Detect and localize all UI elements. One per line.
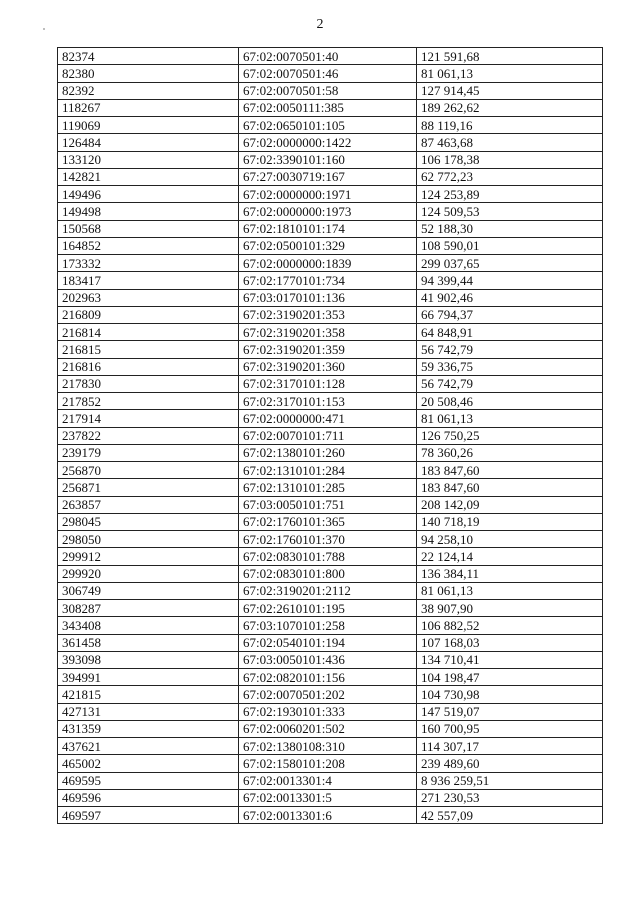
cell-cadastral-number: 67:02:3170101:128 bbox=[239, 375, 417, 392]
table-row bbox=[58, 375, 603, 392]
cell-cadastral-number: 67:02:3190201:359 bbox=[239, 341, 417, 358]
cell-id: 469595 bbox=[58, 772, 239, 789]
cell-amount: 114 307,17 bbox=[417, 738, 603, 755]
table-row bbox=[58, 117, 603, 134]
cell-amount: 81 061,13 bbox=[417, 582, 603, 599]
table-row bbox=[58, 82, 603, 99]
cell-cadastral-number: 67:02:0070501:46 bbox=[239, 65, 417, 82]
cell-id: 361458 bbox=[58, 634, 239, 651]
cell-amount: 134 710,41 bbox=[417, 651, 603, 668]
cell-amount: 42 557,09 bbox=[417, 807, 603, 824]
cell-amount: 136 384,11 bbox=[417, 565, 603, 582]
table-row bbox=[58, 220, 603, 237]
table-row bbox=[58, 272, 603, 289]
cell-amount: 121 591,68 bbox=[417, 48, 603, 65]
cell-id: 469596 bbox=[58, 789, 239, 806]
cell-cadastral-number: 67:02:0820101:156 bbox=[239, 669, 417, 686]
cell-id: 299912 bbox=[58, 548, 239, 565]
table-row bbox=[58, 186, 603, 203]
cell-amount: 66 794,37 bbox=[417, 306, 603, 323]
cell-amount: 104 198,47 bbox=[417, 669, 603, 686]
cell-amount: 94 399,44 bbox=[417, 272, 603, 289]
cell-id: 217914 bbox=[58, 410, 239, 427]
table-row bbox=[58, 151, 603, 168]
cell-amount: 81 061,13 bbox=[417, 410, 603, 427]
table-row bbox=[58, 634, 603, 651]
cell-amount: 239 489,60 bbox=[417, 755, 603, 772]
cell-id: 421815 bbox=[58, 686, 239, 703]
table-row bbox=[58, 48, 603, 65]
cell-cadastral-number: 67:02:0500101:329 bbox=[239, 237, 417, 254]
cell-cadastral-number: 67:02:0830101:788 bbox=[239, 548, 417, 565]
table-row bbox=[58, 565, 603, 582]
cell-amount: 78 360,26 bbox=[417, 444, 603, 461]
cell-id: 263857 bbox=[58, 496, 239, 513]
table-row bbox=[58, 479, 603, 496]
cell-id: 437621 bbox=[58, 738, 239, 755]
cell-cadastral-number: 67:02:3190201:360 bbox=[239, 358, 417, 375]
cell-cadastral-number: 67:03:1070101:258 bbox=[239, 617, 417, 634]
cell-id: 298050 bbox=[58, 531, 239, 548]
cell-id: 427131 bbox=[58, 703, 239, 720]
cell-id: 465002 bbox=[58, 755, 239, 772]
cell-id: 469597 bbox=[58, 807, 239, 824]
cell-amount: 299 037,65 bbox=[417, 255, 603, 272]
cell-id: 217852 bbox=[58, 393, 239, 410]
cell-id: 256871 bbox=[58, 479, 239, 496]
data-table bbox=[57, 47, 603, 824]
cell-id: 82374 bbox=[58, 48, 239, 65]
cell-amount: 124 253,89 bbox=[417, 186, 603, 203]
cell-cadastral-number: 67:02:2610101:195 bbox=[239, 600, 417, 617]
cell-amount: 124 509,53 bbox=[417, 203, 603, 220]
cell-id: 306749 bbox=[58, 582, 239, 599]
cell-cadastral-number: 67:02:1760101:370 bbox=[239, 531, 417, 548]
cell-id: 216815 bbox=[58, 341, 239, 358]
cell-amount: 56 742,79 bbox=[417, 341, 603, 358]
cell-amount: 8 936 259,51 bbox=[417, 772, 603, 789]
cell-id: 216814 bbox=[58, 324, 239, 341]
cell-amount: 126 750,25 bbox=[417, 427, 603, 444]
cell-cadastral-number: 67:02:1310101:284 bbox=[239, 462, 417, 479]
cell-amount: 22 124,14 bbox=[417, 548, 603, 565]
cell-cadastral-number: 67:02:1770101:734 bbox=[239, 272, 417, 289]
cell-id: 142821 bbox=[58, 168, 239, 185]
cell-amount: 271 230,53 bbox=[417, 789, 603, 806]
table-row bbox=[58, 807, 603, 824]
cell-cadastral-number: 67:03:0050101:751 bbox=[239, 496, 417, 513]
cell-cadastral-number: 67:02:3190201:2112 bbox=[239, 582, 417, 599]
cell-id: 183417 bbox=[58, 272, 239, 289]
cell-cadastral-number: 67:02:0830101:800 bbox=[239, 565, 417, 582]
cell-cadastral-number: 67:02:0060201:502 bbox=[239, 720, 417, 737]
table-row bbox=[58, 548, 603, 565]
cell-cadastral-number: 67:02:0000000:1971 bbox=[239, 186, 417, 203]
cell-cadastral-number: 67:02:0000000:471 bbox=[239, 410, 417, 427]
cell-cadastral-number: 67:02:1580101:208 bbox=[239, 755, 417, 772]
table-row bbox=[58, 289, 603, 306]
table-row bbox=[58, 531, 603, 548]
table-row bbox=[58, 341, 603, 358]
cell-id: 343408 bbox=[58, 617, 239, 634]
cell-cadastral-number: 67:02:1760101:365 bbox=[239, 513, 417, 530]
cell-cadastral-number: 67:02:0070101:711 bbox=[239, 427, 417, 444]
cell-amount: 56 742,79 bbox=[417, 375, 603, 392]
cell-id: 150568 bbox=[58, 220, 239, 237]
cell-id: 216809 bbox=[58, 306, 239, 323]
cell-cadastral-number: 67:02:0050111:385 bbox=[239, 99, 417, 116]
cell-id: 202963 bbox=[58, 289, 239, 306]
table-row bbox=[58, 772, 603, 789]
table-row bbox=[58, 496, 603, 513]
cell-id: 126484 bbox=[58, 134, 239, 151]
table-row bbox=[58, 651, 603, 668]
table-row bbox=[58, 427, 603, 444]
cell-amount: 140 718,19 bbox=[417, 513, 603, 530]
table-row bbox=[58, 410, 603, 427]
cell-amount: 64 848,91 bbox=[417, 324, 603, 341]
table-row bbox=[58, 444, 603, 461]
cell-cadastral-number: 67:02:0070501:58 bbox=[239, 82, 417, 99]
cell-cadastral-number: 67:02:3190201:358 bbox=[239, 324, 417, 341]
cell-amount: 208 142,09 bbox=[417, 496, 603, 513]
table-row bbox=[58, 582, 603, 599]
cell-cadastral-number: 67:02:0013301:5 bbox=[239, 789, 417, 806]
table-row bbox=[58, 513, 603, 530]
cell-id: 256870 bbox=[58, 462, 239, 479]
cell-cadastral-number: 67:02:1380108:310 bbox=[239, 738, 417, 755]
cell-amount: 104 730,98 bbox=[417, 686, 603, 703]
cell-cadastral-number: 67:02:0013301:6 bbox=[239, 807, 417, 824]
cell-cadastral-number: 67:03:0170101:136 bbox=[239, 289, 417, 306]
cell-id: 308287 bbox=[58, 600, 239, 617]
cell-amount: 183 847,60 bbox=[417, 462, 603, 479]
table-row bbox=[58, 134, 603, 151]
cell-id: 82380 bbox=[58, 65, 239, 82]
table-row bbox=[58, 720, 603, 737]
table-row bbox=[58, 462, 603, 479]
table-row bbox=[58, 393, 603, 410]
table-body bbox=[58, 48, 603, 824]
cell-cadastral-number: 67:02:0000000:1422 bbox=[239, 134, 417, 151]
cell-cadastral-number: 67:02:0000000:1973 bbox=[239, 203, 417, 220]
table-row bbox=[58, 203, 603, 220]
cell-id: 298045 bbox=[58, 513, 239, 530]
table-row bbox=[58, 324, 603, 341]
table-row bbox=[58, 306, 603, 323]
cell-id: 164852 bbox=[58, 237, 239, 254]
cell-amount: 52 188,30 bbox=[417, 220, 603, 237]
table-row bbox=[58, 738, 603, 755]
scan-artifact-dot bbox=[43, 28, 45, 30]
table-row bbox=[58, 789, 603, 806]
cell-cadastral-number: 67:02:3170101:153 bbox=[239, 393, 417, 410]
cell-amount: 81 061,13 bbox=[417, 65, 603, 82]
cell-amount: 87 463,68 bbox=[417, 134, 603, 151]
cell-amount: 62 772,23 bbox=[417, 168, 603, 185]
table-row bbox=[58, 755, 603, 772]
table-row bbox=[58, 617, 603, 634]
table-row bbox=[58, 669, 603, 686]
cell-cadastral-number: 67:02:3190201:353 bbox=[239, 306, 417, 323]
cell-amount: 41 902,46 bbox=[417, 289, 603, 306]
cell-amount: 147 519,07 bbox=[417, 703, 603, 720]
cell-cadastral-number: 67:27:0030719:167 bbox=[239, 168, 417, 185]
cell-id: 216816 bbox=[58, 358, 239, 375]
cell-id: 149496 bbox=[58, 186, 239, 203]
cell-id: 118267 bbox=[58, 99, 239, 116]
cell-cadastral-number: 67:02:1810101:174 bbox=[239, 220, 417, 237]
table-row bbox=[58, 65, 603, 82]
cell-id: 299920 bbox=[58, 565, 239, 582]
cell-id: 173332 bbox=[58, 255, 239, 272]
cell-amount: 38 907,90 bbox=[417, 600, 603, 617]
cell-cadastral-number: 67:02:1310101:285 bbox=[239, 479, 417, 496]
cell-id: 82392 bbox=[58, 82, 239, 99]
table-row bbox=[58, 686, 603, 703]
table-row bbox=[58, 703, 603, 720]
cell-amount: 127 914,45 bbox=[417, 82, 603, 99]
cell-amount: 183 847,60 bbox=[417, 479, 603, 496]
cell-id: 217830 bbox=[58, 375, 239, 392]
cell-id: 431359 bbox=[58, 720, 239, 737]
cell-id: 237822 bbox=[58, 427, 239, 444]
table-row bbox=[58, 99, 603, 116]
cell-id: 394991 bbox=[58, 669, 239, 686]
cell-id: 149498 bbox=[58, 203, 239, 220]
cell-cadastral-number: 67:02:0650101:105 bbox=[239, 117, 417, 134]
cell-amount: 94 258,10 bbox=[417, 531, 603, 548]
cell-id: 133120 bbox=[58, 151, 239, 168]
cell-cadastral-number: 67:02:0540101:194 bbox=[239, 634, 417, 651]
cell-cadastral-number: 67:02:1380101:260 bbox=[239, 444, 417, 461]
cell-id: 119069 bbox=[58, 117, 239, 134]
cell-amount: 107 168,03 bbox=[417, 634, 603, 651]
cell-id: 393098 bbox=[58, 651, 239, 668]
cell-amount: 59 336,75 bbox=[417, 358, 603, 375]
table-row bbox=[58, 237, 603, 254]
cell-cadastral-number: 67:02:0000000:1839 bbox=[239, 255, 417, 272]
cell-amount: 88 119,16 bbox=[417, 117, 603, 134]
cell-amount: 189 262,62 bbox=[417, 99, 603, 116]
page-number: 2 bbox=[316, 17, 324, 32]
cell-cadastral-number: 67:02:0013301:4 bbox=[239, 772, 417, 789]
cell-amount: 106 882,52 bbox=[417, 617, 603, 634]
cell-amount: 108 590,01 bbox=[417, 237, 603, 254]
cell-amount: 106 178,38 bbox=[417, 151, 603, 168]
table-row bbox=[58, 255, 603, 272]
cell-amount: 20 508,46 bbox=[417, 393, 603, 410]
cell-id: 239179 bbox=[58, 444, 239, 461]
table-row bbox=[58, 168, 603, 185]
cell-cadastral-number: 67:02:1930101:333 bbox=[239, 703, 417, 720]
cell-cadastral-number: 67:03:0050101:436 bbox=[239, 651, 417, 668]
table-row bbox=[58, 600, 603, 617]
cell-cadastral-number: 67:02:0070501:40 bbox=[239, 48, 417, 65]
cell-cadastral-number: 67:02:0070501:202 bbox=[239, 686, 417, 703]
cell-amount: 160 700,95 bbox=[417, 720, 603, 737]
cell-cadastral-number: 67:02:3390101:160 bbox=[239, 151, 417, 168]
table-row bbox=[58, 358, 603, 375]
